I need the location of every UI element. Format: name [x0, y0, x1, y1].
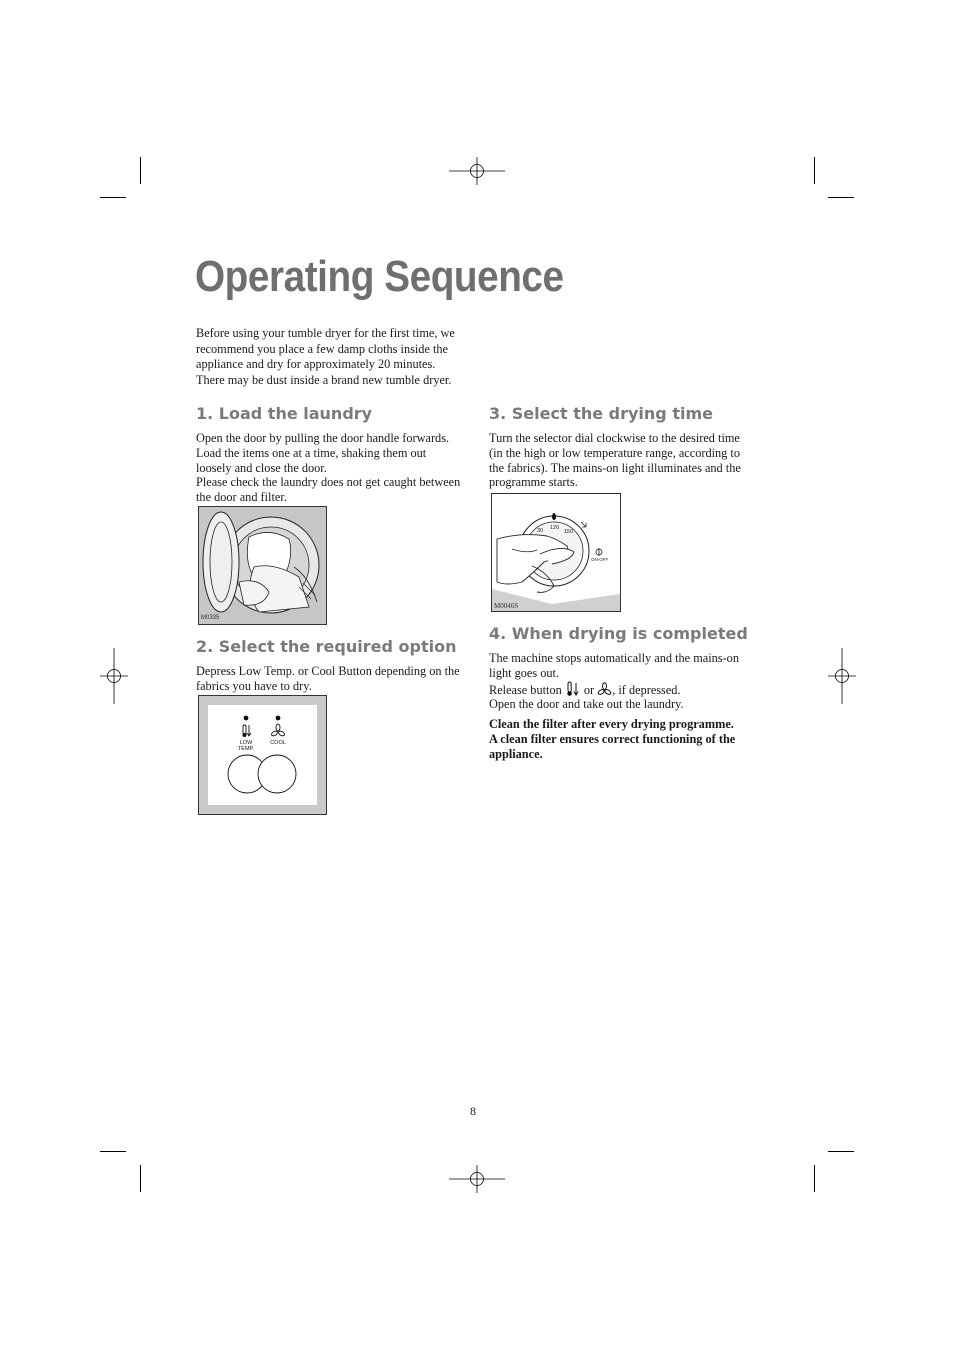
text-line: loosely and close the door. [196, 460, 327, 475]
registration-mark-top [449, 157, 505, 185]
text-line: fabrics you have to dry. [196, 678, 312, 693]
selector-dial-illustration [491, 493, 621, 612]
fan-cool-icon [597, 682, 612, 697]
release-prefix: Release button [489, 682, 562, 697]
text-line-release [489, 681, 759, 698]
text-line: Turn the selector dial clockwise to the desired time [489, 431, 740, 445]
section-text-completed [489, 651, 759, 712]
low-temp-label-line: TEMP. [237, 746, 255, 752]
text-line: light goes out. [489, 665, 560, 680]
text-line: the door and filter. [196, 490, 287, 505]
dial-mark: 120 [550, 525, 560, 531]
registration-mark-bottom [449, 1165, 505, 1193]
text-line: A clean filter ensures correct functioning of the [489, 731, 736, 746]
section-text-option [196, 664, 476, 694]
intro-line: recommend you place a few damp cloths inside the [196, 341, 449, 356]
intro-line: appliance and dry for approximately 20 minutes. [196, 357, 436, 371]
release-or: or [583, 682, 595, 697]
page-number: 8 [470, 1104, 476, 1118]
section-heading-completed: 4. When drying is completed [489, 624, 748, 643]
cool-label: COOL [270, 740, 286, 746]
section-heading-option: 2. Select the required option [196, 637, 457, 656]
text-line: Load the items one at a time, shaking them out [196, 445, 427, 460]
page-title: Operating Sequence [195, 252, 564, 301]
section-heading-load: 1. Load the laundry [196, 404, 373, 423]
text-line: the fabrics). The mains-on light illuminates and the [489, 460, 741, 475]
filter-warning [489, 717, 759, 761]
text-line: The machine stops automatically and the mains-on [489, 651, 739, 665]
thermometer-low-icon [565, 681, 581, 697]
intro-line: Before using your tumble dryer for the first time, we [196, 326, 455, 340]
section-text-time [489, 431, 759, 490]
release-suffix: , if depressed. [612, 682, 681, 697]
text-line: programme starts. [489, 475, 578, 490]
option-buttons-illustration [198, 695, 327, 815]
fan-cool-icon [271, 724, 286, 737]
section-heading-time: 3. Select the drying time [489, 404, 713, 423]
text-line: Open the door and take out the laundry. [489, 697, 684, 712]
text-line: Open the door by pulling the door handle forwards. [196, 431, 450, 445]
section-text-load [196, 431, 476, 505]
low-temp-label [235, 740, 257, 752]
load-laundry-illustration [198, 506, 327, 625]
dial-mark: 150 [564, 529, 574, 535]
intro-paragraph [196, 326, 476, 388]
text-line: appliance. [489, 746, 543, 761]
text-line: Clean the filter after every drying programme. [489, 717, 734, 731]
text-line: (in the high or low temperature range, according to [489, 445, 740, 460]
registration-mark-left [100, 648, 128, 704]
text-line: Depress Low Temp. or Cool Button depending on the [196, 664, 460, 678]
on-off-label: ON-OFF [591, 557, 609, 562]
text-line: Please check the laundry does not get caught between [196, 475, 461, 490]
low-temp-label-line: LOW [239, 740, 253, 746]
thermometer-low-icon [243, 725, 252, 737]
registration-mark-right [828, 648, 856, 704]
dial-mark: 30 [537, 528, 544, 534]
figure-code: M0335 [201, 615, 220, 621]
intro-line: There may be dust inside a brand new tumble dryer. [196, 372, 452, 387]
figure-code: M0046S [494, 602, 519, 610]
